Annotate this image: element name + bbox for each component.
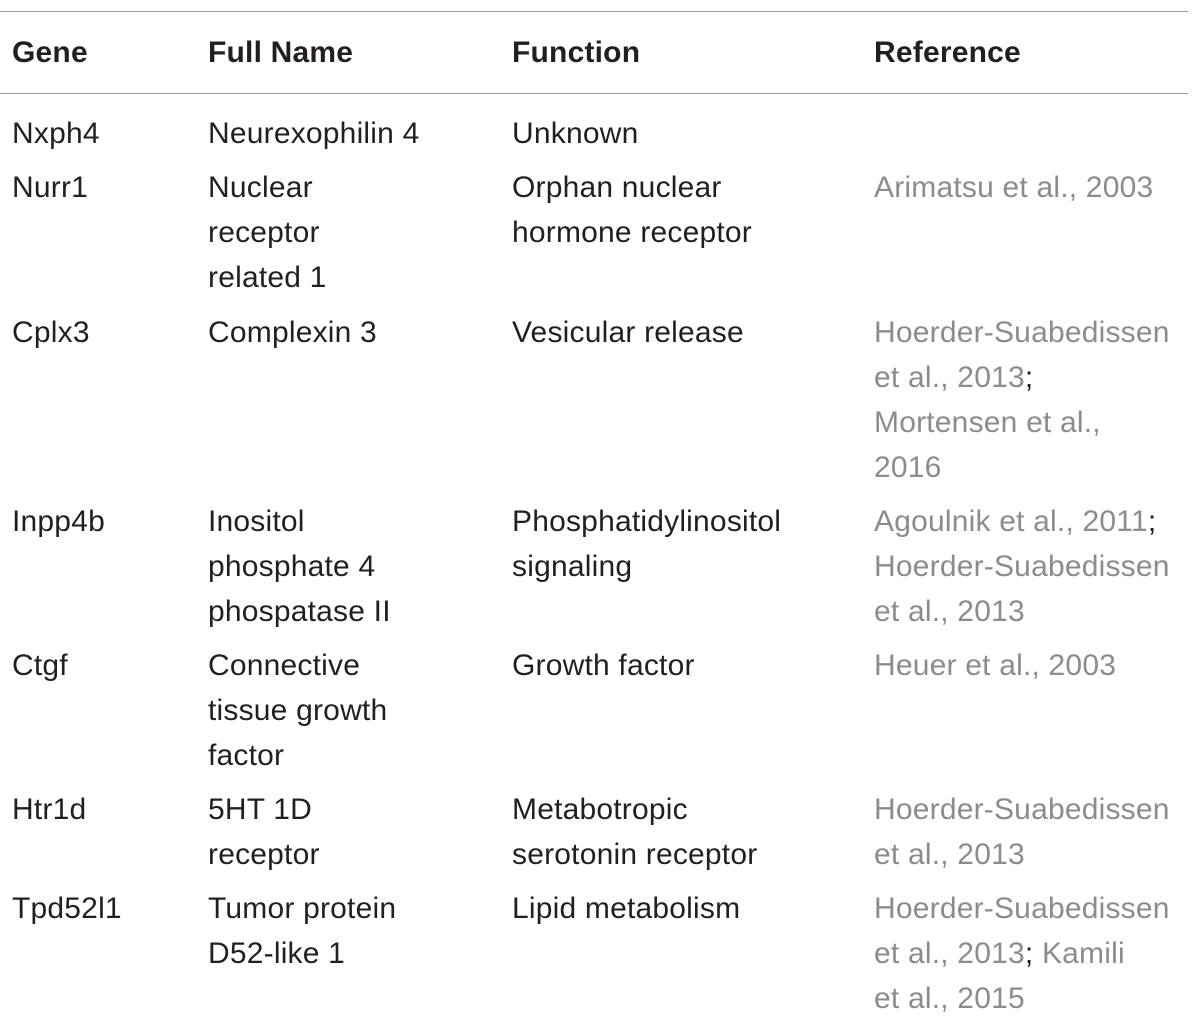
function-line: Lipid metabolism [512,892,741,925]
reference-cell [874,165,1153,210]
reference-link[interactable]: Hoerder-Suabedissen [874,550,1170,583]
function-cell [512,787,757,877]
full-name-line: receptor [208,838,320,871]
reference-link[interactable]: Mortensen et al., [874,406,1101,439]
reference-cell [874,499,1170,634]
reference-link[interactable]: et al., 2013 [874,361,1025,394]
reference-link[interactable]: Arimatsu et al., 2003 [874,171,1154,204]
full-name-line: tissue growth [208,694,388,727]
function-cell [512,643,695,688]
function-line: Unknown [512,117,639,150]
full-name-cell [208,787,320,877]
function-line: Growth factor [512,649,695,682]
function-line: signaling [512,550,633,583]
reference-separator: ; [1024,361,1034,394]
gene-cell: Inpp4b [12,505,105,538]
gene-cell: Nurr1 [12,171,89,204]
function-line: Orphan nuclear [512,171,722,204]
reference-separator: ; [1024,937,1034,970]
full-name-line: phospatase II [208,595,391,628]
gene-cell: Nxph4 [12,117,100,150]
reference-link[interactable]: Hoerder-Suabedissen [874,892,1170,925]
header-function: Function [512,36,641,69]
full-name-line: Connective [208,649,361,682]
function-line: Metabotropic [512,793,688,826]
gene-cell: Htr1d [12,793,87,826]
reference-link[interactable]: Heuer et al., 2003 [874,649,1117,682]
reference-link[interactable]: Hoerder-Suabedissen [874,793,1170,826]
function-line: serotonin receptor [512,838,758,871]
reference-separator: ; [1147,505,1157,538]
full-name-line: phosphate 4 [208,550,376,583]
function-cell [512,499,781,589]
full-name-line: 5HT 1D [208,793,313,826]
full-name-line: Neurexophilin 4 [208,117,420,150]
reference-link[interactable]: Hoerder-Suabedissen [874,316,1170,349]
function-cell [512,165,752,255]
reference-link[interactable]: Kamili [1033,937,1125,970]
gene-cell: Cplx3 [12,316,90,349]
reference-line [874,499,1170,544]
full-name-line: Complexin 3 [208,316,377,349]
reference-link[interactable]: 2016 [874,451,942,484]
full-name-line: factor [208,739,285,772]
reference-link[interactable]: et al., 2013 [874,937,1025,970]
reference-line [874,931,1170,976]
function-cell [512,886,740,931]
function-line: Phosphatidylinositol [512,505,782,538]
reference-cell [874,886,1170,1021]
reference-link[interactable]: et al., 2013 [874,838,1025,871]
full-name-cell [208,643,387,778]
full-name-line: related 1 [208,261,327,294]
header-rule [0,93,1188,94]
full-name-line: receptor [208,216,320,249]
function-line: hormone receptor [512,216,752,249]
full-name-cell [208,886,396,976]
reference-link[interactable]: et al., 2015 [874,982,1025,1015]
gene-cell: Tpd52l1 [12,892,122,925]
full-name-cell [208,310,377,355]
reference-cell [874,787,1170,877]
function-cell [512,111,638,156]
full-name-line: Tumor protein [208,892,397,925]
reference-cell [874,643,1116,688]
full-name-line: D52-like 1 [208,937,346,970]
full-name-line: Nuclear [208,171,313,204]
function-cell [512,310,744,355]
full-name-cell [208,111,419,156]
gene-cell: Ctgf [12,649,68,682]
reference-cell [874,310,1170,490]
reference-link[interactable]: et al., 2013 [874,595,1025,628]
table-top-rule [0,11,1188,12]
full-name-line: Inositol [208,505,305,538]
reference-link[interactable]: Agoulnik et al., 2011 [874,505,1148,538]
header-gene: Gene [12,36,88,69]
full-name-cell [208,165,327,300]
header-reference: Reference [874,36,1021,69]
full-name-cell [208,499,391,634]
header-full-name: Full Name [208,36,354,69]
function-line: Vesicular release [512,316,744,349]
reference-line [874,355,1170,400]
